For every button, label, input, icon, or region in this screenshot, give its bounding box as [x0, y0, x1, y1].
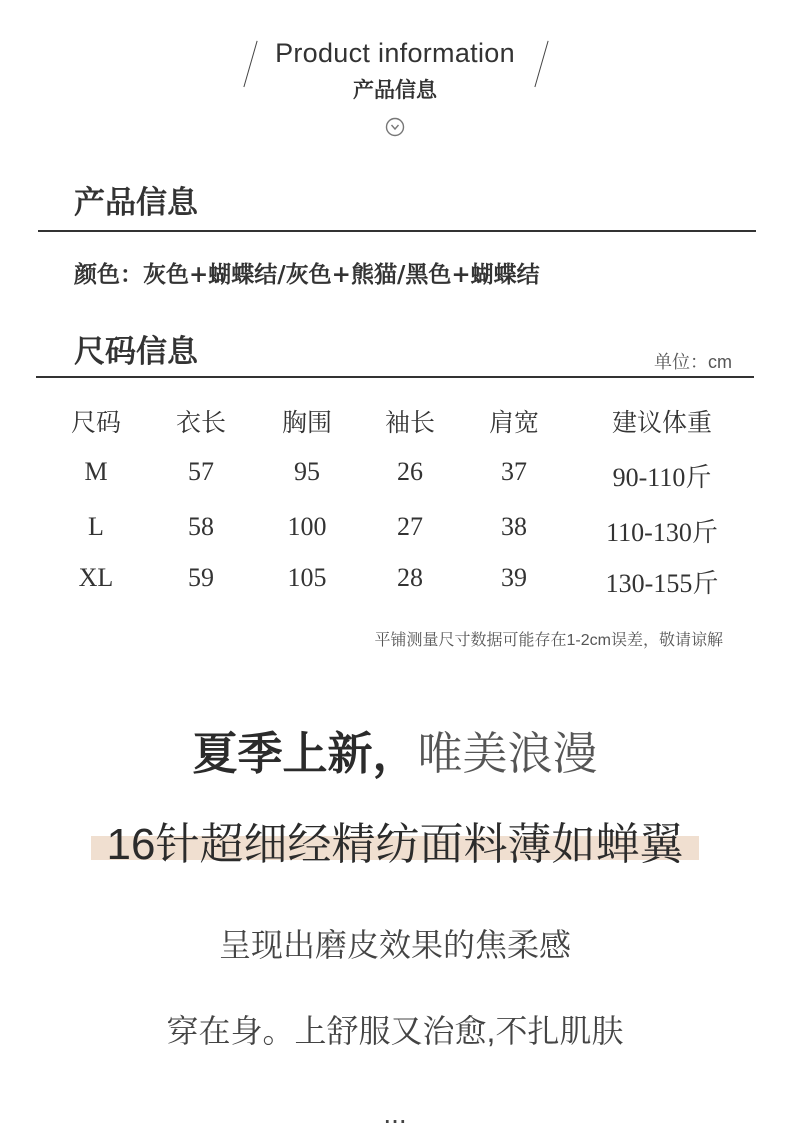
- table-cell: 105: [287, 563, 327, 592]
- table-cell: L: [88, 512, 104, 541]
- table-cell: 90-110斤: [612, 463, 712, 492]
- promo-headline-bold: 夏季上新，: [192, 728, 418, 779]
- header-title-en: Product information: [275, 38, 515, 68]
- table-cell: 28: [397, 563, 423, 592]
- table-header-cell: 建议体重: [611, 410, 712, 437]
- header-title-cn: 产品信息: [353, 79, 437, 102]
- table-cell: 58: [188, 512, 214, 541]
- table-cell: 38: [501, 512, 527, 541]
- promo-text-line: 呈现出磨皮效果的焦柔感: [218, 927, 571, 963]
- color-options-text: 颜色：灰色+蝴蝶结/灰色+熊猫/黑色+蝴蝶结: [74, 261, 540, 288]
- unit-label: 单位：cm: [654, 352, 732, 372]
- size-section-title: 尺码信息: [74, 334, 198, 370]
- table-cell: 27: [397, 512, 423, 541]
- table-cell: 26: [397, 457, 423, 486]
- table-header-cell: 尺码: [70, 410, 121, 437]
- promo-ellipsis: ...: [383, 1098, 407, 1129]
- size-section-divider: [36, 376, 754, 378]
- product-section-divider: [38, 230, 756, 232]
- table-header-cell: 衣长: [175, 410, 226, 437]
- table-cell: M: [84, 457, 108, 486]
- table-header-cell: 胸围: [281, 410, 332, 437]
- table-cell: 110-130斤: [606, 518, 718, 547]
- promo-headline: [0, 717, 790, 782]
- table-header-cell: 袖长: [384, 410, 435, 437]
- table-cell: XL: [78, 563, 114, 592]
- product-section-title: 产品信息: [74, 185, 198, 221]
- table-cell: 59: [188, 563, 214, 592]
- promo-fabric-line: 16针超细经精纺面料薄如蝉翼: [106, 820, 684, 869]
- table-cell: 57: [188, 457, 214, 486]
- table-cell: 130-155斤: [605, 569, 719, 598]
- measurement-note: 平铺测量尺寸数据可能存在1-2cm误差，敬请谅解: [374, 632, 723, 649]
- chevron-down-circle-icon: [385, 117, 405, 137]
- table-cell: 37: [501, 457, 527, 486]
- promo-headline-light: 唯美浪漫: [417, 728, 598, 779]
- table-cell: 39: [501, 563, 527, 592]
- table-cell: 95: [294, 457, 320, 486]
- promo-text-line: 穿在身。上舒服又治愈,不扎肌肤: [166, 1013, 624, 1049]
- table-header-cell: 肩宽: [488, 410, 539, 437]
- table-cell: 100: [287, 512, 327, 541]
